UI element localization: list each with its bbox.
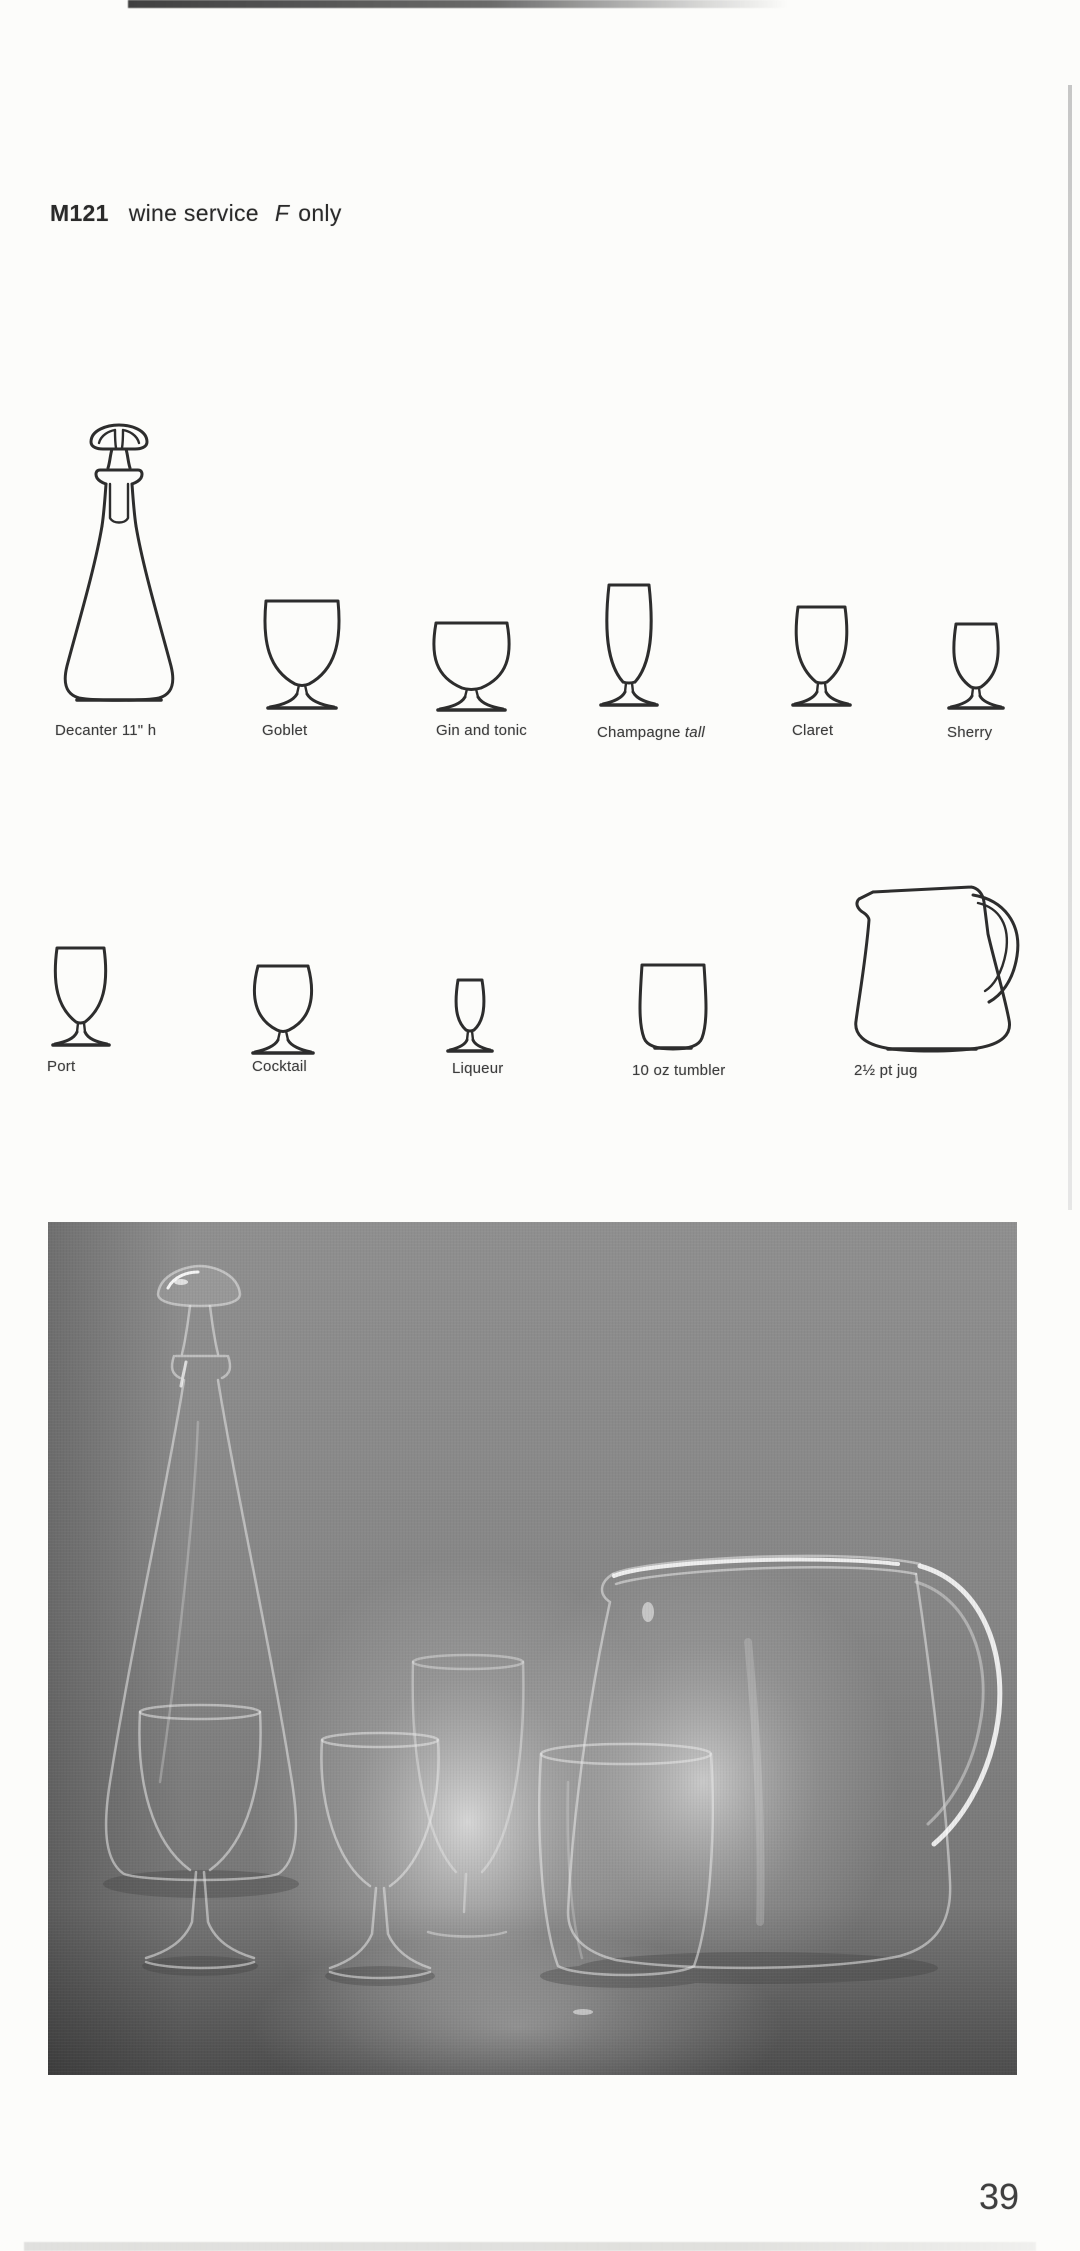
jug-illustration <box>842 878 1024 1054</box>
cocktail-illustration <box>245 956 321 1056</box>
product-variant-rest: only <box>298 200 342 226</box>
port-illustration <box>47 940 115 1054</box>
jug-icon <box>842 878 1024 1054</box>
sherry-illustration <box>939 616 1013 714</box>
gin-and-tonic-icon <box>423 614 520 714</box>
page-number: 39 <box>979 2176 1020 2217</box>
tumbler-illustration <box>631 958 715 1054</box>
goblet-illustration <box>257 592 347 714</box>
item-label-goblet: Goblet <box>262 722 308 739</box>
gin-and-tonic-illustration <box>423 614 520 714</box>
decanter-illustration <box>55 418 183 714</box>
port-icon <box>47 940 115 1054</box>
item-label-cocktail: Cocktail <box>252 1058 307 1075</box>
item-label-port: Port <box>47 1058 76 1075</box>
goblet-icon <box>257 592 347 714</box>
product-variant-letter: F <box>274 200 290 226</box>
liqueur-illustration <box>443 972 497 1056</box>
cocktail-icon <box>245 956 321 1056</box>
claret-illustration <box>785 598 858 714</box>
scan-artifact-top-bar <box>128 0 788 8</box>
catalog-header <box>50 200 342 227</box>
item-label-jug: 2½ pt jug <box>854 1062 918 1079</box>
product-code: M121 <box>50 200 109 226</box>
tumbler-icon <box>631 958 715 1054</box>
champagne-tall-icon <box>592 578 665 714</box>
item-label-gin-and-tonic: Gin and tonic <box>436 722 527 739</box>
item-label-tumbler: 10 oz tumbler <box>632 1062 726 1079</box>
item-label-decanter: Decanter 11" h <box>55 722 157 739</box>
champagne-tall-illustration <box>592 578 665 714</box>
product-title: wine service <box>128 200 259 226</box>
item-label-liqueur: Liqueur <box>452 1060 504 1077</box>
scan-artifact-right-line <box>1068 85 1072 1210</box>
decanter-icon <box>55 418 183 714</box>
sherry-icon <box>939 616 1013 714</box>
scan-artifact-bottom-strip <box>24 2242 1036 2251</box>
item-label-claret: Claret <box>792 722 834 739</box>
item-label-sherry: Sherry <box>947 724 993 741</box>
item-label-champagne-tall: Champagne tall <box>597 724 705 741</box>
claret-icon <box>785 598 858 714</box>
liqueur-icon <box>443 972 497 1056</box>
wine-service-photo <box>48 1222 1017 2075</box>
wine-service-photo-image <box>48 1222 1017 2075</box>
